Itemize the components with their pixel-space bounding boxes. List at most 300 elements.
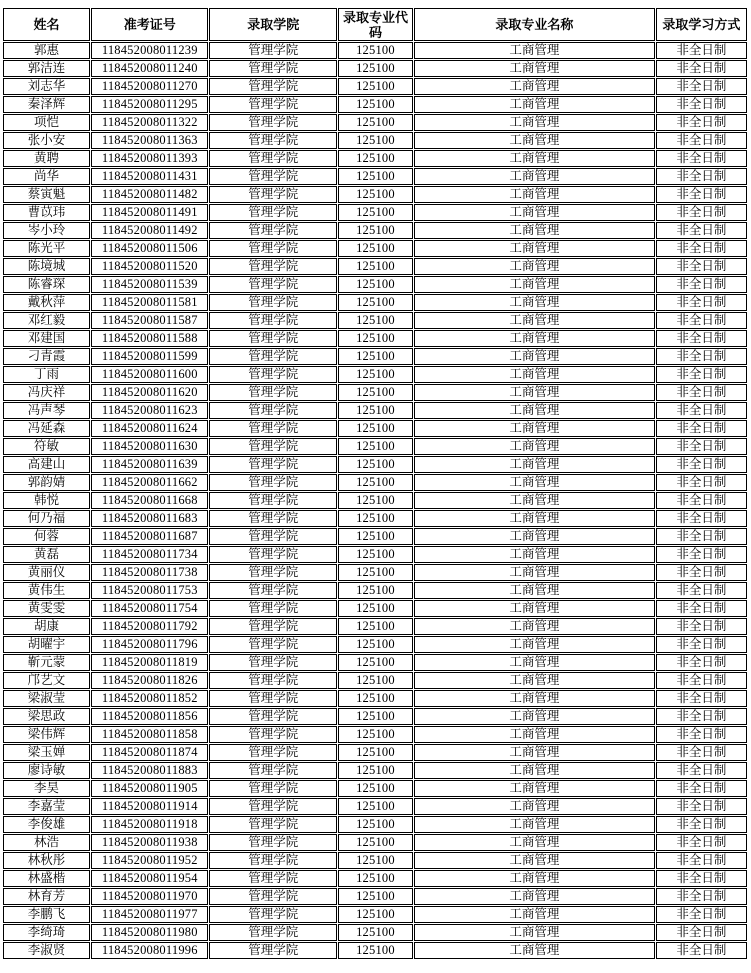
table-cell: 非全日制 (656, 762, 747, 779)
table-cell: 118452008011796 (91, 636, 208, 653)
table-cell: 工商管理 (414, 726, 655, 743)
table-cell: 工商管理 (414, 510, 655, 527)
table-cell: 非全日制 (656, 906, 747, 923)
table-cell: 李昊 (3, 780, 90, 797)
table-cell: 118452008011240 (91, 60, 208, 77)
table-cell: 125100 (338, 582, 413, 599)
table-cell: 管理学院 (209, 888, 337, 905)
table-cell: 125100 (338, 798, 413, 815)
table-cell: 非全日制 (656, 474, 747, 491)
table-cell: 靳元蒙 (3, 654, 90, 671)
table-row (3, 474, 747, 491)
table-cell: 125100 (338, 726, 413, 743)
table-cell: 工商管理 (414, 528, 655, 545)
table-cell: 125100 (338, 780, 413, 797)
table-cell: 工商管理 (414, 906, 655, 923)
table-cell: 非全日制 (656, 60, 747, 77)
table-cell: 冯声琴 (3, 402, 90, 419)
table-cell: 管理学院 (209, 744, 337, 761)
table-cell: 郭惠 (3, 42, 90, 59)
table-cell: 非全日制 (656, 942, 747, 959)
table-cell: 118452008011819 (91, 654, 208, 671)
table-cell: 刁青霞 (3, 348, 90, 365)
table-cell: 管理学院 (209, 222, 337, 239)
table-cell: 118452008011623 (91, 402, 208, 419)
table-cell: 管理学院 (209, 276, 337, 293)
column-header: 录取专业名称 (414, 8, 655, 41)
table-cell: 工商管理 (414, 96, 655, 113)
table-cell: 管理学院 (209, 78, 337, 95)
table-cell: 125100 (338, 96, 413, 113)
table-row (3, 690, 747, 707)
table-cell: 刘志华 (3, 78, 90, 95)
table-cell: 工商管理 (414, 708, 655, 725)
table-cell: 管理学院 (209, 852, 337, 869)
table-cell: 118452008011914 (91, 798, 208, 815)
table-cell: 蔡寅魁 (3, 186, 90, 203)
table-cell: 工商管理 (414, 204, 655, 221)
table-cell: 118452008011600 (91, 366, 208, 383)
table-row (3, 582, 747, 599)
table-cell: 125100 (338, 438, 413, 455)
table-cell: 管理学院 (209, 474, 337, 491)
table-cell: 118452008011952 (91, 852, 208, 869)
table-cell: 梁玉婵 (3, 744, 90, 761)
table-cell: 非全日制 (656, 780, 747, 797)
table-cell: 118452008011754 (91, 600, 208, 617)
table-cell: 125100 (338, 618, 413, 635)
table-cell: 工商管理 (414, 762, 655, 779)
table-cell: 非全日制 (656, 96, 747, 113)
table-cell: 118452008011639 (91, 456, 208, 473)
table-cell: 非全日制 (656, 510, 747, 527)
table-row (3, 204, 747, 221)
table-cell: 非全日制 (656, 618, 747, 635)
table-cell: 118452008011852 (91, 690, 208, 707)
table-cell: 管理学院 (209, 150, 337, 167)
table-row (3, 240, 747, 257)
table-cell: 118452008011393 (91, 150, 208, 167)
table-row (3, 546, 747, 563)
table-cell: 非全日制 (656, 168, 747, 185)
table-cell: 118452008011624 (91, 420, 208, 437)
table-cell: 管理学院 (209, 834, 337, 851)
table-cell: 工商管理 (414, 564, 655, 581)
table-cell: 125100 (338, 546, 413, 563)
table-cell: 曹苡玮 (3, 204, 90, 221)
table-cell: 管理学院 (209, 366, 337, 383)
table-cell: 廖诗敏 (3, 762, 90, 779)
table-cell: 工商管理 (414, 114, 655, 131)
table-cell: 125100 (338, 924, 413, 941)
table-row (3, 132, 747, 149)
column-header: 准考证号 (91, 8, 208, 41)
table-row (3, 780, 747, 797)
table-cell: 125100 (338, 114, 413, 131)
table-cell: 工商管理 (414, 132, 655, 149)
table-cell: 非全日制 (656, 348, 747, 365)
table-cell: 戴秋萍 (3, 294, 90, 311)
table-cell: 工商管理 (414, 600, 655, 617)
table-cell: 118452008011938 (91, 834, 208, 851)
table-row (3, 96, 747, 113)
table-cell: 非全日制 (656, 384, 747, 401)
table-cell: 梁思政 (3, 708, 90, 725)
table-cell: 125100 (338, 312, 413, 329)
table-cell: 118452008011954 (91, 870, 208, 887)
table-cell: 125100 (338, 294, 413, 311)
table-cell: 非全日制 (656, 834, 747, 851)
table-cell: 工商管理 (414, 582, 655, 599)
table-cell: 118452008011363 (91, 132, 208, 149)
table-row (3, 510, 747, 527)
table-cell: 陈睿琛 (3, 276, 90, 293)
table-cell: 梁淑莹 (3, 690, 90, 707)
table-row (3, 438, 747, 455)
table-cell: 管理学院 (209, 654, 337, 671)
table-cell: 非全日制 (656, 420, 747, 437)
table-row (3, 726, 747, 743)
table-cell: 125100 (338, 222, 413, 239)
table-cell: 118452008011977 (91, 906, 208, 923)
table-cell: 邝艺文 (3, 672, 90, 689)
table-row (3, 744, 747, 761)
table-cell: 工商管理 (414, 294, 655, 311)
table-cell: 管理学院 (209, 240, 337, 257)
table-cell: 工商管理 (414, 348, 655, 365)
table-cell: 125100 (338, 132, 413, 149)
table-cell: 管理学院 (209, 438, 337, 455)
table-cell: 工商管理 (414, 312, 655, 329)
table-cell: 工商管理 (414, 438, 655, 455)
table-cell: 李淑贤 (3, 942, 90, 959)
table-cell: 管理学院 (209, 546, 337, 563)
table-cell: 管理学院 (209, 456, 337, 473)
table-cell: 管理学院 (209, 492, 337, 509)
table-cell: 118452008011482 (91, 186, 208, 203)
table-cell: 工商管理 (414, 168, 655, 185)
table-cell: 非全日制 (656, 528, 747, 545)
table-cell: 黄丽仪 (3, 564, 90, 581)
table-cell: 管理学院 (209, 798, 337, 815)
table-cell: 管理学院 (209, 636, 337, 653)
table-cell: 非全日制 (656, 276, 747, 293)
table-cell: 郭洁连 (3, 60, 90, 77)
table-cell: 符敏 (3, 438, 90, 455)
table-row (3, 420, 747, 437)
table-cell: 管理学院 (209, 564, 337, 581)
table-row (3, 816, 747, 833)
table-cell: 125100 (338, 636, 413, 653)
table-cell: 125100 (338, 528, 413, 545)
table-cell: 管理学院 (209, 582, 337, 599)
table-cell: 工商管理 (414, 852, 655, 869)
table-row (3, 150, 747, 167)
table-cell: 118452008011734 (91, 546, 208, 563)
table-cell: 工商管理 (414, 78, 655, 95)
column-header: 录取专业代码 (338, 8, 413, 41)
table-row (3, 492, 747, 509)
table-cell: 邓建国 (3, 330, 90, 347)
table-row (3, 600, 747, 617)
table-cell: 管理学院 (209, 816, 337, 833)
admission-table (2, 7, 748, 960)
table-cell: 125100 (338, 600, 413, 617)
table-cell: 非全日制 (656, 492, 747, 509)
table-row (3, 276, 747, 293)
table-cell: 陈光平 (3, 240, 90, 257)
table-cell: 125100 (338, 258, 413, 275)
table-cell: 工商管理 (414, 636, 655, 653)
table-cell: 工商管理 (414, 330, 655, 347)
table-row (3, 312, 747, 329)
table-cell: 非全日制 (656, 366, 747, 383)
table-row (3, 384, 747, 401)
table-cell: 何蓉 (3, 528, 90, 545)
table-cell: 118452008011588 (91, 330, 208, 347)
column-header: 录取学习方式 (656, 8, 747, 41)
table-cell: 管理学院 (209, 384, 337, 401)
table-cell: 非全日制 (656, 186, 747, 203)
table-cell: 125100 (338, 348, 413, 365)
table-cell: 胡康 (3, 618, 90, 635)
table-cell: 非全日制 (656, 726, 747, 743)
table-cell: 125100 (338, 60, 413, 77)
table-cell: 118452008011295 (91, 96, 208, 113)
table-cell: 118452008011662 (91, 474, 208, 491)
table-cell: 非全日制 (656, 690, 747, 707)
table-cell: 工商管理 (414, 384, 655, 401)
table-row (3, 942, 747, 959)
table-row (3, 78, 747, 95)
table-cell: 工商管理 (414, 186, 655, 203)
table-cell: 工商管理 (414, 150, 655, 167)
table-cell: 非全日制 (656, 924, 747, 941)
table-cell: 118452008011905 (91, 780, 208, 797)
table-cell: 125100 (338, 474, 413, 491)
table-cell: 118452008011506 (91, 240, 208, 257)
table-cell: 非全日制 (656, 456, 747, 473)
table-cell: 非全日制 (656, 204, 747, 221)
table-cell: 黄雯雯 (3, 600, 90, 617)
admission-list-page (0, 7, 751, 973)
table-cell: 工商管理 (414, 402, 655, 419)
table-cell: 何乃福 (3, 510, 90, 527)
table-cell: 工商管理 (414, 240, 655, 257)
table-row (3, 186, 747, 203)
table-cell: 125100 (338, 762, 413, 779)
table-cell: 125100 (338, 816, 413, 833)
table-row (3, 870, 747, 887)
table-cell: 125100 (338, 240, 413, 257)
table-cell: 管理学院 (209, 762, 337, 779)
table-cell: 118452008011996 (91, 942, 208, 959)
table-row (3, 618, 747, 635)
table-cell: 非全日制 (656, 870, 747, 887)
table-cell: 冯庆祥 (3, 384, 90, 401)
table-cell: 工商管理 (414, 42, 655, 59)
table-cell: 非全日制 (656, 78, 747, 95)
table-cell: 118452008011874 (91, 744, 208, 761)
table-cell: 118452008011753 (91, 582, 208, 599)
table-cell: 125100 (338, 420, 413, 437)
table-cell: 林浩 (3, 834, 90, 851)
table-cell: 黄伟生 (3, 582, 90, 599)
table-row (3, 672, 747, 689)
table-cell: 邓红毅 (3, 312, 90, 329)
table-row (3, 366, 747, 383)
table-cell: 工商管理 (414, 474, 655, 491)
table-cell: 管理学院 (209, 186, 337, 203)
column-header: 录取学院 (209, 8, 337, 41)
table-row (3, 708, 747, 725)
table-cell: 非全日制 (656, 708, 747, 725)
table-cell: 管理学院 (209, 402, 337, 419)
table-cell: 118452008011322 (91, 114, 208, 131)
table-header (3, 8, 747, 41)
table-cell: 非全日制 (656, 852, 747, 869)
table-cell: 非全日制 (656, 258, 747, 275)
table-row (3, 42, 747, 59)
table-row (3, 852, 747, 869)
table-cell: 118452008011491 (91, 204, 208, 221)
table-cell: 118452008011270 (91, 78, 208, 95)
table-cell: 125100 (338, 276, 413, 293)
table-row (3, 456, 747, 473)
table-cell: 125100 (338, 690, 413, 707)
table-cell: 125100 (338, 330, 413, 347)
table-cell: 林盛楷 (3, 870, 90, 887)
table-cell: 管理学院 (209, 330, 337, 347)
table-cell: 118452008011970 (91, 888, 208, 905)
table-cell: 工商管理 (414, 924, 655, 941)
table-cell: 118452008011630 (91, 438, 208, 455)
table-cell: 非全日制 (656, 798, 747, 815)
table-row (3, 636, 747, 653)
table-cell: 工商管理 (414, 276, 655, 293)
table-cell: 岑小玲 (3, 222, 90, 239)
table-cell: 非全日制 (656, 888, 747, 905)
table-cell: 118452008011581 (91, 294, 208, 311)
table-cell: 125100 (338, 852, 413, 869)
table-cell: 非全日制 (656, 546, 747, 563)
table-cell: 工商管理 (414, 888, 655, 905)
table-cell: 李嘉莹 (3, 798, 90, 815)
table-row (3, 60, 747, 77)
table-row (3, 564, 747, 581)
table-cell: 工商管理 (414, 780, 655, 797)
table-cell: 管理学院 (209, 258, 337, 275)
table-cell: 非全日制 (656, 42, 747, 59)
table-cell: 管理学院 (209, 510, 337, 527)
table-cell: 管理学院 (209, 942, 337, 959)
table-cell: 管理学院 (209, 870, 337, 887)
table-cell: 118452008011792 (91, 618, 208, 635)
table-cell: 非全日制 (656, 294, 747, 311)
table-row (3, 762, 747, 779)
table-cell: 非全日制 (656, 222, 747, 239)
table-cell: 125100 (338, 744, 413, 761)
table-cell: 118452008011980 (91, 924, 208, 941)
table-row (3, 348, 747, 365)
table-row (3, 654, 747, 671)
table-cell: 林育芳 (3, 888, 90, 905)
table-cell: 张小安 (3, 132, 90, 149)
column-header: 姓名 (3, 8, 90, 41)
table-cell: 118452008011492 (91, 222, 208, 239)
table-cell: 工商管理 (414, 546, 655, 563)
table-cell: 125100 (338, 78, 413, 95)
table-cell: 125100 (338, 510, 413, 527)
table-cell: 非全日制 (656, 150, 747, 167)
table-cell: 非全日制 (656, 564, 747, 581)
table-cell: 冯延森 (3, 420, 90, 437)
table-cell: 118452008011858 (91, 726, 208, 743)
table-cell: 125100 (338, 402, 413, 419)
table-body (3, 42, 747, 959)
table-row (3, 924, 747, 941)
table-cell: 林秋彤 (3, 852, 90, 869)
table-cell: 高建山 (3, 456, 90, 473)
table-cell: 非全日制 (656, 672, 747, 689)
table-cell: 工商管理 (414, 654, 655, 671)
table-cell: 工商管理 (414, 366, 655, 383)
table-cell: 125100 (338, 942, 413, 959)
table-cell: 118452008011431 (91, 168, 208, 185)
table-cell: 118452008011826 (91, 672, 208, 689)
table-cell: 工商管理 (414, 60, 655, 77)
table-cell: 工商管理 (414, 942, 655, 959)
table-cell: 工商管理 (414, 870, 655, 887)
table-cell: 项恺 (3, 114, 90, 131)
table-cell: 125100 (338, 456, 413, 473)
table-cell: 125100 (338, 888, 413, 905)
table-cell: 125100 (338, 42, 413, 59)
table-cell: 管理学院 (209, 204, 337, 221)
table-cell: 陈境城 (3, 258, 90, 275)
table-cell: 125100 (338, 564, 413, 581)
table-cell: 非全日制 (656, 582, 747, 599)
table-cell: 管理学院 (209, 294, 337, 311)
table-cell: 118452008011239 (91, 42, 208, 59)
table-cell: 工商管理 (414, 492, 655, 509)
table-cell: 工商管理 (414, 816, 655, 833)
table-cell: 李俊雄 (3, 816, 90, 833)
table-row (3, 294, 747, 311)
table-cell: 李绮琦 (3, 924, 90, 941)
table-cell: 管理学院 (209, 618, 337, 635)
table-cell: 125100 (338, 150, 413, 167)
table-cell: 非全日制 (656, 600, 747, 617)
table-cell: 工商管理 (414, 420, 655, 437)
table-cell: 非全日制 (656, 654, 747, 671)
table-cell: 管理学院 (209, 528, 337, 545)
table-cell: 125100 (338, 366, 413, 383)
table-cell: 管理学院 (209, 726, 337, 743)
table-cell: 125100 (338, 186, 413, 203)
table-cell: 管理学院 (209, 348, 337, 365)
table-cell: 管理学院 (209, 114, 337, 131)
table-cell: 118452008011683 (91, 510, 208, 527)
table-cell: 黄聘 (3, 150, 90, 167)
table-cell: 125100 (338, 168, 413, 185)
table-cell: 非全日制 (656, 312, 747, 329)
table-cell: 125100 (338, 834, 413, 851)
table-cell: 118452008011520 (91, 258, 208, 275)
table-cell: 李鹏飞 (3, 906, 90, 923)
table-cell: 非全日制 (656, 402, 747, 419)
table-cell: 工商管理 (414, 798, 655, 815)
